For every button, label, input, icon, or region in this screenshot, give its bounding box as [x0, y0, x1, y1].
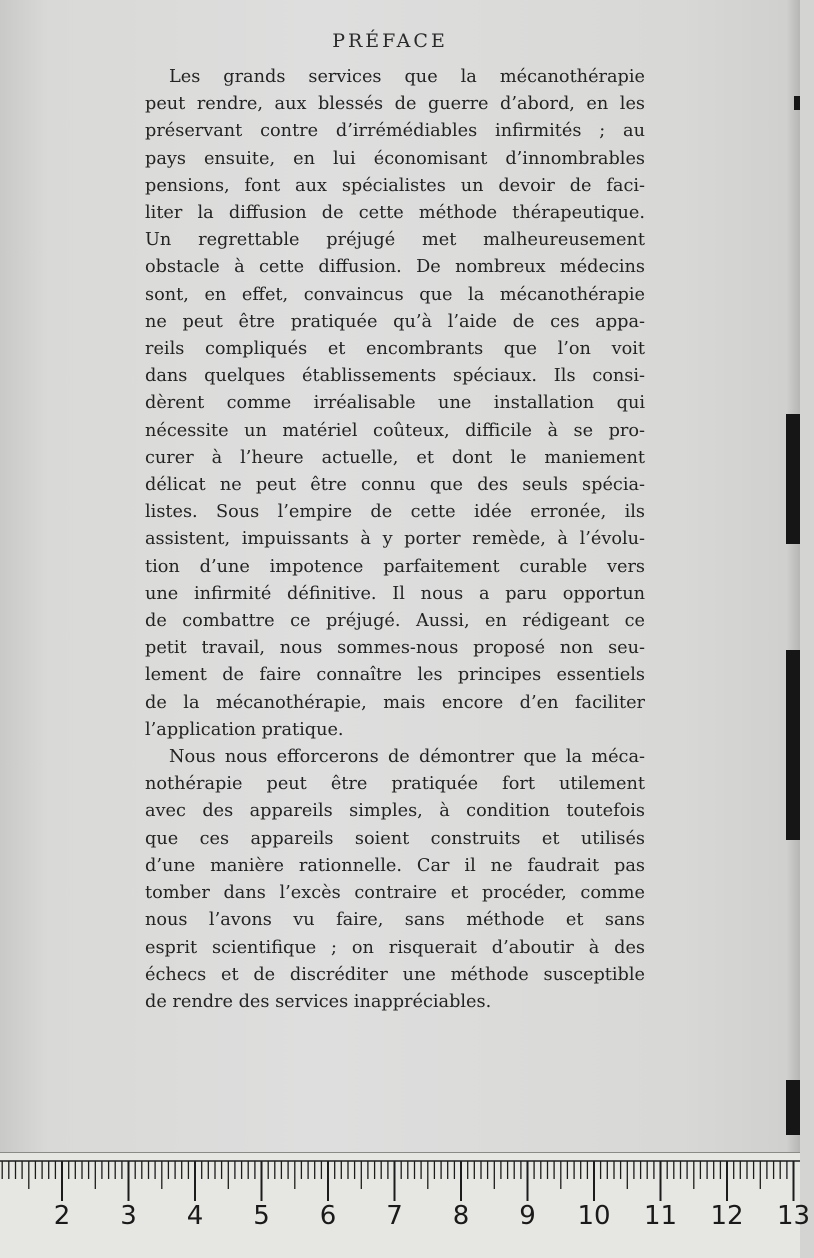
text-line: curer à l’heure actuelle, et dont le maniement [145, 447, 645, 468]
text-line: peut rendre, aux blessés de guerre d’abord, en les [145, 94, 645, 115]
paragraph [145, 64, 645, 744]
torn-edge-mark [786, 650, 800, 840]
ruler-number: 13 [776, 1201, 811, 1231]
text-line: tomber dans l’excès contraire et procéder, comme [145, 883, 645, 904]
text-line: lement de faire connaître les principes essentiels [145, 665, 645, 686]
text-line: l’application pratique. [145, 719, 344, 740]
ruler-number: 5 [253, 1201, 270, 1231]
text-line: reils compliqués et encombrants que l’on voit [145, 339, 645, 360]
text-line: préservant contre d’irrémédiables infirmités ; au [145, 121, 645, 142]
text-line: échecs et de discréditer une méthode susceptible [145, 964, 645, 985]
page-edge-shadow [786, 0, 800, 1152]
text-line: d’une manière rationnelle. Car il ne faudrait pas [145, 855, 645, 876]
ruler-number: 8 [452, 1201, 470, 1231]
ruler-number: 6 [319, 1201, 337, 1231]
text-line: listes. Sous l’empire de cette idée erronée, ils [145, 502, 645, 523]
text-line: de la mécanothérapie, mais encore d’en faciliter [145, 692, 645, 713]
text-line: esprit scientifique ; on risquerait d’aboutir à des [145, 937, 645, 958]
measuring-ruler [0, 1152, 811, 1258]
text-line: Un regrettable préjugé met malheureusement [145, 230, 645, 251]
text-line: de rendre des services inappréciables. [145, 991, 492, 1012]
text-line: petit travail, nous sommes-nous proposé non seu- [145, 638, 645, 659]
ruler-number: 12 [710, 1201, 744, 1231]
text-line: de combattre ce préjugé. Aussi, en rédigeant ce [145, 611, 645, 632]
text-line: pensions, font aux spécialistes un devoir de faci- [145, 175, 645, 196]
page-title: PRÉFACE [332, 30, 448, 52]
text-line: dèrent comme irréalisable une installation qui [145, 393, 645, 414]
ruler-number: 4 [186, 1201, 204, 1231]
text-line: pays ensuite, en lui économisant d’innombrables [145, 148, 645, 169]
text-line: ne peut être pratiquée qu’à l’aide de ces appa- [145, 311, 645, 332]
torn-edge-mark [786, 414, 800, 544]
text-line: avec des appareils simples, à condition toutefois [145, 801, 645, 822]
paragraph [145, 744, 645, 1016]
text-line: tion d’une impotence parfaitement curable vers [145, 556, 645, 577]
torn-edge-mark [786, 1080, 800, 1135]
ruler-number: 3 [120, 1201, 137, 1231]
text-line: Nous nous efforcerons de démontrer que la méca- [169, 747, 645, 768]
preface-body [145, 64, 645, 1016]
text-line: nothérapie peut être pratiquée fort utilement [145, 774, 645, 795]
text-line: nous l’avons vu faire, sans méthode et sans [145, 910, 645, 931]
text-line: obstacle à cette diffusion. De nombreux médecins [145, 257, 645, 278]
ruler-number: 7 [386, 1201, 403, 1231]
torn-edge-mark [794, 96, 800, 110]
text-line: sont, en effet, convaincus que la mécanothérapie [145, 284, 645, 305]
text-line: nécessite un matériel coûteux, difficile à se pro- [145, 420, 645, 441]
text-line: liter la diffusion de cette méthode thérapeutique. [145, 203, 645, 224]
ruler-number: 2 [53, 1201, 71, 1231]
ruler-number: 11 [643, 1201, 678, 1231]
ruler-number: 9 [519, 1201, 536, 1231]
text-line: délicat ne peut être connu que des seuls spécia- [145, 475, 645, 496]
text-line: assistent, impuissants à y porter remède, à l’évolu- [145, 529, 645, 550]
text-line: Les grands services que la mécanothérapie [169, 67, 645, 87]
text-line: dans quelques établissements spéciaux. Ils consi- [145, 366, 645, 387]
text-line: une infirmité définitive. Il nous a paru opportun [145, 583, 645, 604]
ruler-number: 10 [577, 1201, 611, 1231]
text-line: que ces appareils soient construits et utilisés [145, 828, 645, 849]
